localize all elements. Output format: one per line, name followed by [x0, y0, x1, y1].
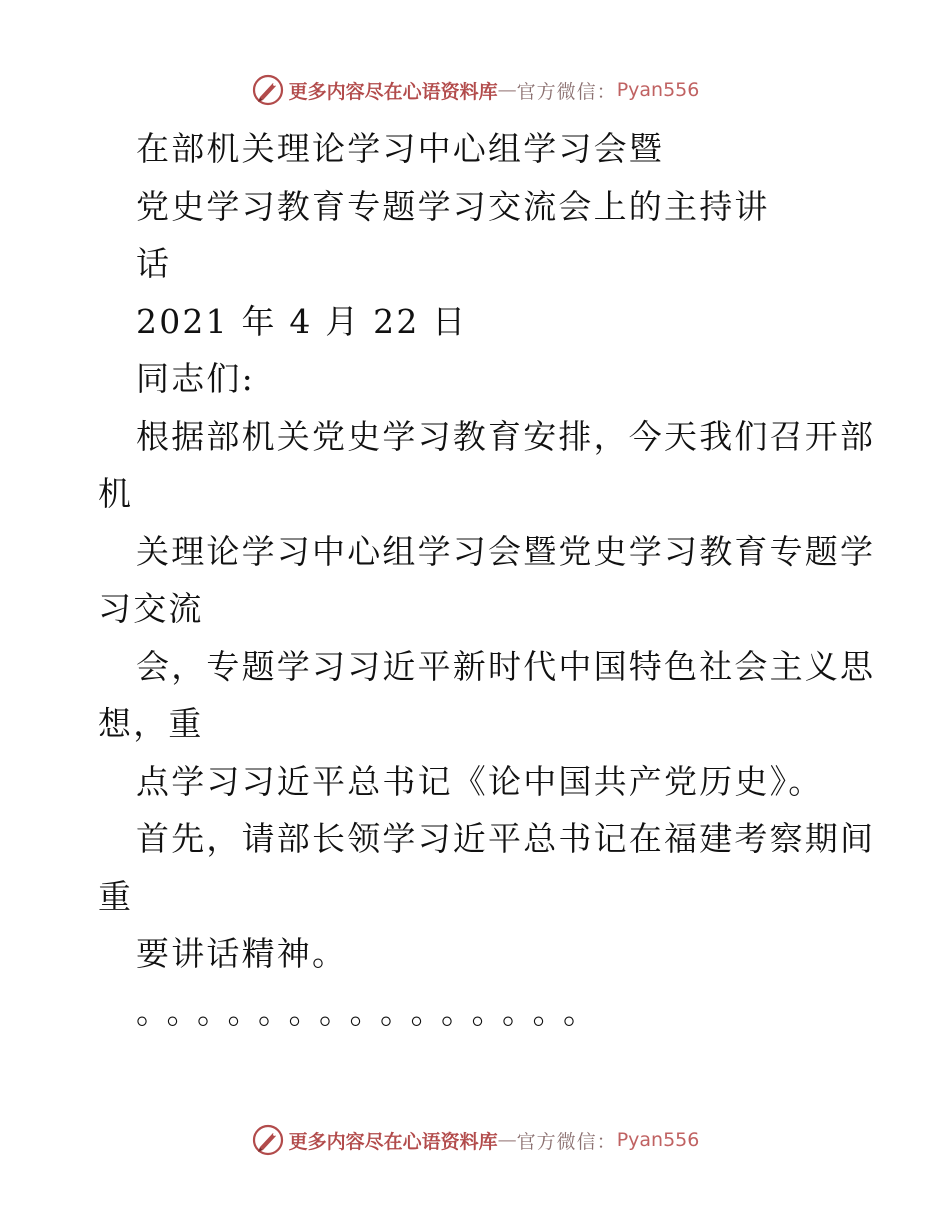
banner-wechat-id: Pyan556 [616, 1129, 700, 1151]
paragraph-line: 要讲话精神。 [136, 934, 348, 973]
banner-separator: — [497, 1129, 517, 1151]
title-line-2: 党史学习教育专题学习交流会上的主持讲 [136, 186, 770, 226]
paragraph-line: 想，重 [98, 704, 204, 743]
paragraph-line: 根据部机关党史学习教育安排，今天我们召开部 [136, 416, 876, 456]
paragraph-line: 点学习习近平总书记《论中国共产党历史》。 [136, 761, 824, 801]
title-line-3: 话 [136, 244, 172, 283]
pen-logo-icon [251, 73, 285, 107]
header-watermark-banner [0, 70, 950, 110]
paragraph-line: 首先，请部长领学习近平总书记在福建考察期间 [136, 819, 876, 858]
banner-main-text: 更多内容尽在心语资料库 [288, 80, 498, 103]
title-line-1: 在部机关理论学习中心组学习会暨 [136, 129, 664, 168]
banner-wechat-label: 官方微信： [516, 80, 617, 103]
ellipsis-dots: 。。。。。。。。。。。。。。。 [136, 991, 610, 1031]
paragraph-line: 机 [98, 474, 134, 513]
footer-watermark-banner [0, 1120, 950, 1160]
document-date: 2021 年 4 月 22 日 [136, 301, 468, 341]
paragraph-line: 习交流 [98, 589, 204, 628]
banner-wechat-label: 官方微信： [516, 1130, 617, 1153]
salutation: 同志们: [136, 359, 255, 398]
banner-wechat-id: Pyan556 [616, 79, 700, 101]
paragraph-line: 关理论学习中心组学习会暨党史学习教育专题学 [136, 531, 876, 571]
pen-logo-icon [251, 1123, 285, 1157]
paragraph-line: 会，专题学习习近平新时代中国特色社会主义思 [136, 646, 876, 686]
banner-main-text: 更多内容尽在心语资料库 [288, 1130, 498, 1153]
banner-separator: — [497, 79, 517, 101]
paragraph-line: 重 [98, 876, 134, 916]
document-body [98, 120, 876, 1040]
